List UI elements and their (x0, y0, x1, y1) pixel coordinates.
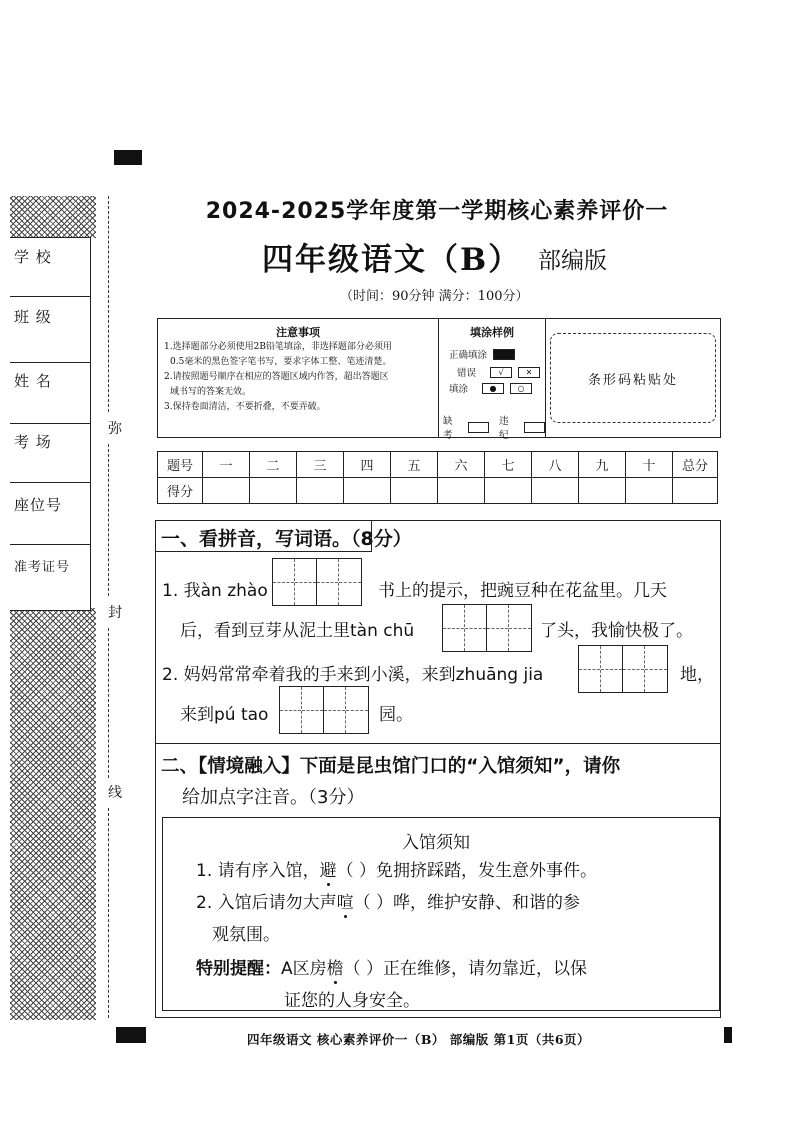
fill-sample-column (439, 319, 546, 441)
score-header-cell: 总分 (673, 452, 718, 478)
rule2-text-b: （ ）哗，维护安静、和谐的参 (353, 893, 581, 913)
absent-row (443, 413, 545, 441)
exam-title: 2024-2025学年度第一学期核心素养评价一 (205, 199, 669, 224)
q1-line2-end: 了头，我愉快极了。 (540, 621, 693, 641)
correct-fill-sample (493, 349, 515, 360)
answer-grid-an-zhao[interactable] (272, 558, 362, 606)
score-header-cell: 十 (626, 452, 673, 478)
q2-heading-line2: 给加点字注音。（3分） (182, 787, 365, 808)
info-divider (10, 482, 90, 483)
section-divider (155, 743, 721, 744)
rule1-text-b: （ ）免拥挤踩踏，发生意外事件。 (336, 861, 598, 881)
barcode-area: 条形码粘贴处 (550, 333, 716, 423)
notice-item: 域书写的答案无效。 (170, 387, 252, 397)
answer-grid-tan-chu[interactable] (442, 604, 532, 652)
score-header-cell: 九 (579, 452, 626, 478)
school-label: 学 校 (14, 248, 52, 266)
score-header-cell: 七 (485, 452, 532, 478)
rule2-text-a: 2. 入馆后请勿大声 (196, 893, 337, 913)
info-divider (10, 544, 90, 545)
info-divider (10, 296, 90, 297)
score-cell[interactable] (344, 478, 391, 504)
notice-item: 1.选择题部分必须使用2B铅笔填涂，非选择题部分必须用 (164, 342, 392, 352)
q1-line1-start: 1. 我àn zhào (162, 581, 268, 601)
edition-label: 部编版 (538, 248, 607, 274)
cross-mark-icon: ✕ (518, 367, 540, 378)
score-cell[interactable] (532, 478, 579, 504)
q1-line3-start: 2. 妈妈常常牵着我的手来到小溪，来到zhuāng jia (162, 665, 544, 685)
exam-id-label: 准考证号 (14, 560, 71, 575)
answer-grid-zhuang-jia[interactable] (578, 645, 668, 693)
rule1-text-a: 1. 请有序入馆， (196, 861, 320, 881)
check-mark-icon: √ (490, 367, 512, 378)
dotted-char-bi: 避 (319, 861, 337, 881)
score-header-cell: 八 (532, 452, 579, 478)
q1-heading-underline (155, 551, 372, 552)
violation-checkbox[interactable] (524, 422, 545, 433)
time-score-info: （时间：90分钟 满分：100分） (340, 289, 529, 304)
notice-rule-1 (196, 856, 597, 881)
score-header-cell: 一 (203, 452, 250, 478)
info-divider (10, 423, 90, 424)
notice-heading: 注意事项 (276, 326, 320, 339)
seal-char-xian: 线 (108, 785, 122, 801)
seal-line-top (108, 196, 109, 412)
seal-line-middle (108, 444, 109, 596)
score-value-row (158, 478, 718, 504)
page-footer: 四年级语文 核心素养评价一（B） 部编版 第1页（共6页） (247, 1032, 591, 1047)
absent-label: 缺考 (443, 416, 453, 441)
dot-fill-icon: ● (482, 383, 504, 394)
notice-item: 0.5毫米的黑色签字笔书写，要求字体工整、笔迹清楚。 (170, 357, 392, 367)
wrong-fill-row-2 (449, 381, 532, 395)
rule3-text-a: A区房 (281, 959, 327, 979)
score-header-row (158, 452, 718, 478)
rule3-text-b: （ ）正在维修，请勿靠近，以保 (343, 959, 588, 979)
registration-mark-bottom-left (116, 1027, 146, 1043)
class-label: 班 级 (14, 308, 52, 326)
wrong-fill-label-2: 填涂 (449, 384, 469, 395)
exam-room-label: 考 场 (14, 433, 52, 451)
answer-grid-pu-tao[interactable] (279, 686, 369, 734)
score-cell[interactable] (391, 478, 438, 504)
notice-rule-3-cont: 证您的人身安全。 (284, 991, 420, 1011)
score-header-cell: 六 (438, 452, 485, 478)
correct-fill-row (449, 347, 515, 361)
seal-char-mi: 弥 (108, 421, 122, 437)
notice-rule-3 (196, 954, 587, 979)
q1-line4-end: 园。 (379, 705, 413, 725)
registration-mark-top (114, 150, 142, 165)
score-header-cell: 二 (250, 452, 297, 478)
score-cell[interactable] (485, 478, 532, 504)
dotted-char-yan: 檐 (326, 959, 344, 979)
score-header-cell: 五 (391, 452, 438, 478)
seal-line-bottom (108, 808, 109, 1018)
score-cell[interactable] (626, 478, 673, 504)
seal-line-lower (108, 628, 109, 778)
absent-checkbox[interactable] (468, 422, 489, 433)
museum-notice-title: 入馆须知 (402, 833, 470, 853)
score-header-cell: 题号 (158, 452, 203, 478)
wrong-fill-row (449, 365, 540, 379)
score-row-label: 得分 (158, 478, 203, 504)
seat-label: 座位号 (14, 496, 63, 514)
violation-label: 违纪 (499, 416, 509, 441)
score-cell[interactable] (673, 478, 718, 504)
subject-title: 四年级语文（B） (262, 242, 522, 278)
score-cell[interactable] (438, 478, 485, 504)
q1-line1-end: 书上的提示，把豌豆种在花盆里。几天 (378, 581, 667, 601)
notice-item: 3.保持卷面清洁，不要折叠，不要弄破。 (164, 402, 326, 412)
notice-box (157, 318, 721, 441)
name-label: 姓 名 (14, 372, 52, 390)
q1-line3-end: 地， (680, 665, 714, 685)
notice-rule-2 (196, 888, 580, 913)
score-cell[interactable] (203, 478, 250, 504)
dotted-char-xuan: 喧 (336, 893, 354, 913)
wrong-fill-label: 错误 (457, 368, 477, 379)
registration-mark-bottom-right (724, 1027, 732, 1043)
notice-column (158, 319, 439, 437)
q1-heading-box-right (371, 520, 372, 551)
binding-hatch-bottom (10, 608, 96, 1020)
correct-fill-label: 正确填涂 (449, 350, 488, 361)
student-info-box (10, 237, 91, 611)
notice-rule-2-cont: 观氛围。 (212, 925, 280, 945)
seal-char-feng: 封 (108, 605, 122, 621)
info-divider (10, 362, 90, 363)
special-reminder-label: 特别提醒： (196, 959, 281, 979)
score-header-cell: 四 (344, 452, 391, 478)
circle-fill-icon: ○ (510, 383, 532, 394)
score-cell[interactable] (297, 478, 344, 504)
q1-line4-start: 来到pú tao (180, 705, 269, 725)
score-table (157, 451, 718, 504)
q2-heading-line1: 二、【情境融入】下面是昆虫馆门口的“入馆须知”，请你 (161, 756, 621, 777)
score-header-cell: 三 (297, 452, 344, 478)
score-cell[interactable] (250, 478, 297, 504)
score-cell[interactable] (579, 478, 626, 504)
notice-item: 2.请按照题号顺序在相应的答题区域内作答，超出答题区 (164, 372, 389, 382)
fill-sample-heading: 填涂样例 (470, 326, 514, 339)
q1-heading: 一、看拼音，写词语。（8分） (161, 528, 412, 550)
q1-line2-start: 后，看到豆芽从泥土里tàn chū (180, 621, 415, 641)
